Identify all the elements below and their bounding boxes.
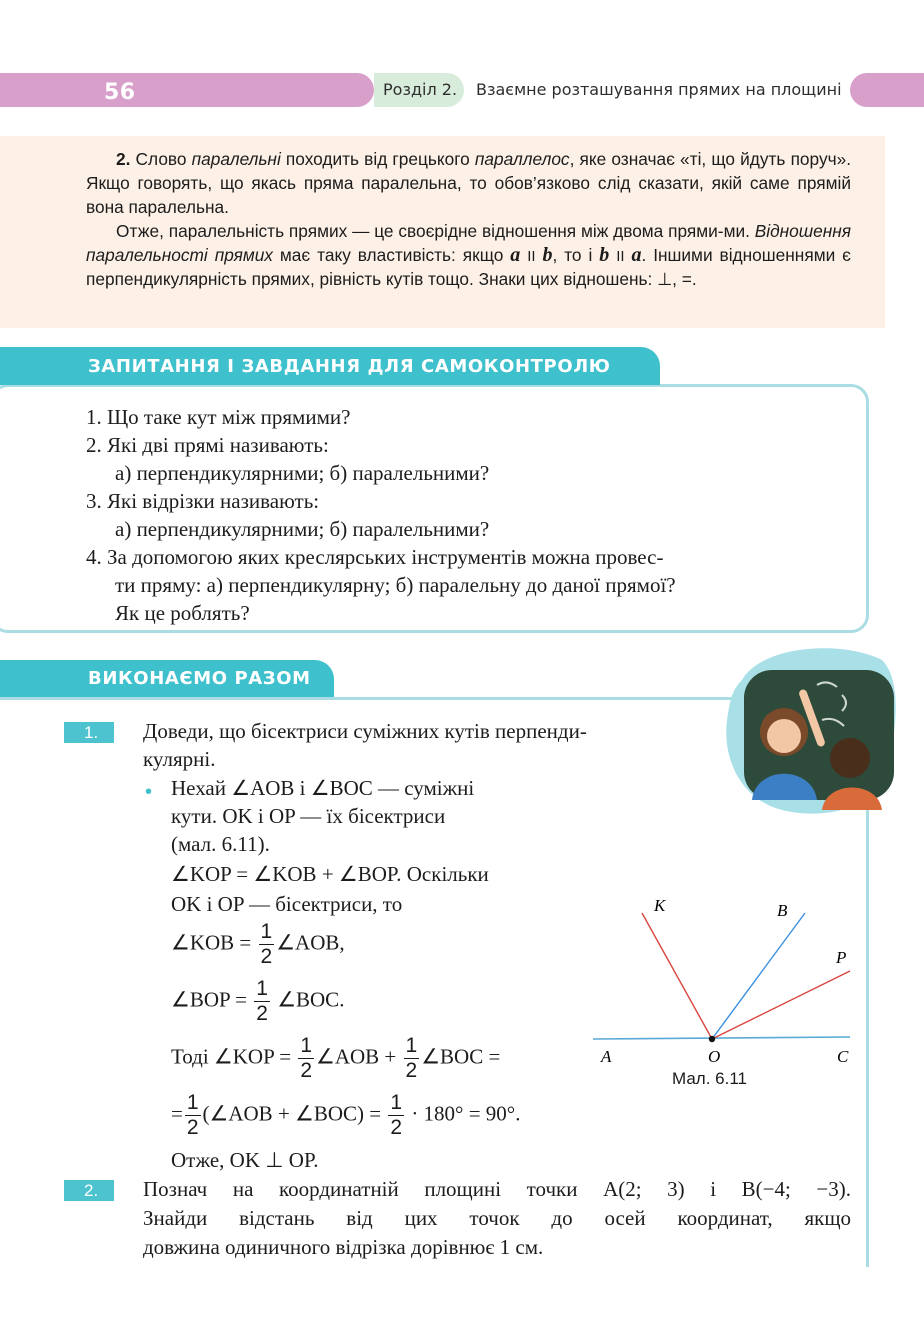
proof-line-4: ∠KOP = ∠KOB + ∠BOP. Оскільки bbox=[171, 862, 489, 886]
proof-line-3: (мал. 6.11). bbox=[171, 832, 270, 856]
task-2-line-3: довжина одиничного відрізка дорівнює 1 см. bbox=[143, 1235, 544, 1259]
symbol-b: b bbox=[542, 244, 553, 266]
page-number: 56 bbox=[104, 80, 136, 105]
proof-conclusion: Отже, OK ⊥ OP. bbox=[171, 1148, 319, 1172]
header-bar-left bbox=[0, 73, 374, 107]
task-1-badge: 1. bbox=[64, 722, 114, 743]
task-1-line-2: кулярні. bbox=[143, 747, 216, 771]
label-b: B bbox=[777, 901, 788, 920]
task-2-line-2: Знайди відстань від цих точок до осей координат, якщо bbox=[143, 1206, 851, 1230]
formula-kop: Тоді ∠KOP = $\frac{1}{2}$ ∠AOB + $\frac{1}{2}$ ∠BOC = bbox=[171, 1034, 501, 1082]
note-paragraph-1: 2. Слово паралельні походить від грецького параллелос, яке означає «ті, що йдуть поруч». Якщо говорять, що якась пряма паралельна, то обов’язково слід сказати, якій саме прямій вона паралельна. bbox=[86, 149, 852, 217]
question-2: 2. Які дві прямі називають: bbox=[86, 433, 329, 457]
label-a: A bbox=[601, 1047, 612, 1066]
fraction-half: $\frac{1}{2}$ bbox=[260, 920, 273, 968]
question-1: 1. Що таке кут між прямими? bbox=[86, 405, 351, 429]
header-bar-right bbox=[850, 73, 924, 107]
bullet-marker: • bbox=[145, 781, 153, 803]
students-photo-icon bbox=[722, 640, 902, 820]
figure-caption: Мал. 6.11 bbox=[672, 1069, 747, 1088]
symbol-a: a bbox=[510, 244, 521, 266]
ray-ok bbox=[642, 913, 712, 1039]
formula-bop: ∠BOP = $\frac{1}{2}$ ∠BOC. bbox=[171, 977, 345, 1025]
chapter-label: Розділ 2. bbox=[383, 80, 458, 99]
label-o: O bbox=[708, 1047, 721, 1066]
parallel-sign: II bbox=[527, 248, 536, 265]
label-p: P bbox=[836, 948, 847, 967]
fraction-half: $\frac{1}{2}$ bbox=[405, 1034, 418, 1082]
formula-kob: ∠KOB = $\frac{1}{2}$ ∠AOB, bbox=[171, 920, 345, 968]
question-4-line-1: 4. За допомогою яких креслярських інструментів можна провес- bbox=[86, 545, 664, 569]
proof-line-2: кути. OK і OP — їх бісектриси bbox=[171, 804, 446, 828]
do-together-title: ВИКОНАЄМО РАЗОМ bbox=[88, 668, 311, 689]
question-3-options: а) перпендикулярними; б) паралельними? bbox=[115, 517, 490, 541]
label-c: C bbox=[837, 1047, 849, 1066]
proof-line-1: Нехай ∠AOB і ∠BOC — суміжні bbox=[171, 776, 475, 800]
fraction-half: $\frac{1}{2}$ bbox=[256, 977, 268, 1025]
task-2-line-1: Познач на координатній площині точки A(2; 3) і B(−4; −3). bbox=[143, 1177, 851, 1201]
label-k: K bbox=[654, 896, 666, 915]
task-1-line-1: Доведи, що бісектриси суміжних кутів перпенди- bbox=[143, 719, 587, 743]
ray-ob bbox=[712, 913, 805, 1039]
fraction-half: $\frac{1}{2}$ bbox=[390, 1091, 403, 1139]
question-4-line-2: ти пряму: а) перпендикулярну; б) паралельну до даної прямої? bbox=[115, 573, 676, 597]
line-ac bbox=[593, 1037, 850, 1039]
task-2-badge: 2. bbox=[64, 1180, 114, 1201]
fraction-half: $\frac{1}{2}$ bbox=[300, 1034, 313, 1082]
self-check-title: ЗАПИТАННЯ І ЗАВДАННЯ ДЛЯ САМОКОНТРОЛЮ bbox=[88, 356, 611, 377]
chapter-title: Взаємне розташування прямих на площині bbox=[476, 80, 842, 99]
point-o bbox=[709, 1036, 715, 1042]
fraction-half: $\frac{1}{2}$ bbox=[186, 1091, 199, 1139]
proof-line-5: OK і OP — бісектриси, то bbox=[171, 892, 403, 916]
formula-result: = $\frac{1}{2}$ (∠AOB + ∠BOC) = $\frac{1}{2}$ · 180° = 90°. bbox=[171, 1091, 521, 1139]
ray-op bbox=[712, 971, 850, 1039]
angle-bisector-figure bbox=[585, 885, 860, 1070]
note-paragraph-2: Отже, паралельність прямих — це своєрідне відношення між двома прями-ми. Відношення паралельності прямих має таку властивість: якщо a II b, то і b II a. Іншими відношеннями є перпендикулярність прямих, рівність кутів тощо. Знаки цих відношень: ⊥, =. bbox=[86, 221, 851, 289]
question-3: 3. Які відрізки називають: bbox=[86, 489, 320, 513]
note-number: 2. bbox=[116, 149, 131, 169]
question-2-options: а) перпендикулярними; б) паралельними? bbox=[115, 461, 490, 485]
question-4-line-3: Як це роблять? bbox=[115, 601, 250, 625]
